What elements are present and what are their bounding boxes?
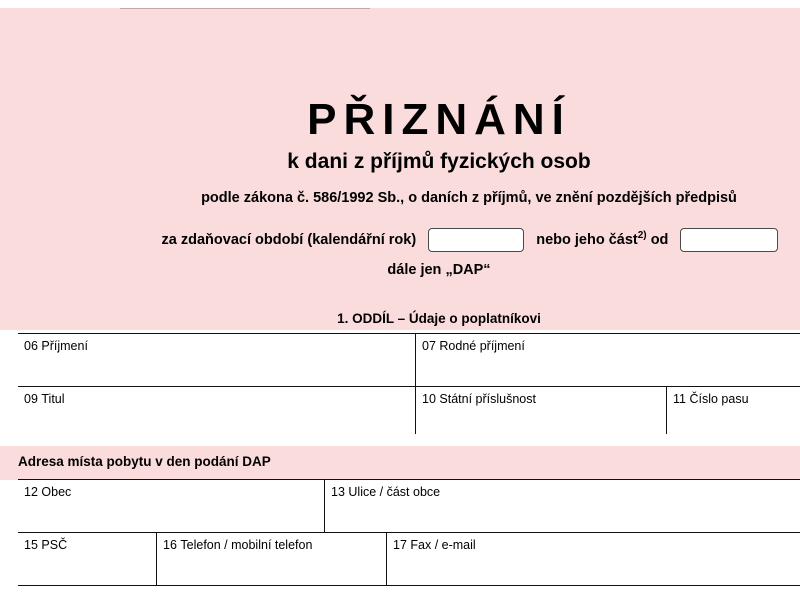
field-07-rodne-prijmeni[interactable]	[416, 334, 800, 386]
field-15-psc[interactable]	[18, 533, 157, 585]
field-09-label: 09 Titul	[24, 392, 65, 406]
period-od-label: od	[650, 231, 669, 248]
period-prefix-label: za zdaňovací období (kalendářní rok)	[161, 231, 417, 248]
field-17-fax-email[interactable]	[387, 533, 800, 585]
taxation-period-row	[0, 228, 800, 252]
field-12-label: 12 Obec	[24, 485, 72, 499]
top-white-strip	[0, 0, 800, 8]
section-gap	[0, 434, 800, 446]
section-1-title: 1. ODDÍL – Údaje o poplatníkovi	[337, 311, 541, 326]
field-15-label: 15 PSČ	[24, 538, 68, 552]
form-grid	[18, 334, 800, 440]
field-11-cislo-pasu[interactable]	[667, 387, 800, 439]
field-11-label: 11 Číslo pasu	[673, 392, 749, 406]
period-year-input[interactable]	[428, 228, 524, 252]
document-alias-line: dále jen „DAP“	[387, 262, 491, 278]
form-row-surname	[18, 333, 800, 387]
address-section-title: Adresa místa pobytu v den podání DAP	[18, 454, 271, 469]
form-row-title-citizenship	[18, 386, 800, 440]
field-13-label: 13 Ulice / část obce	[331, 485, 441, 499]
form-row-city-street	[18, 479, 800, 533]
field-06-label: 06 Příjmení	[24, 339, 88, 353]
period-middle-label: nebo jeho část	[536, 231, 638, 248]
field-07-label: 07 Rodné příjmení	[422, 339, 525, 353]
field-10-label: 10 Státní příslušnost	[422, 392, 536, 406]
document-title: PŘIZNÁNÍ	[307, 95, 571, 144]
document-subtitle: k dani z příjmů fyzických osob	[287, 150, 591, 173]
field-16-telefon[interactable]	[157, 533, 387, 585]
field-16-label: 16 Telefon / mobilní telefon	[163, 538, 313, 552]
field-10-statni-prislusnost[interactable]	[416, 387, 667, 439]
address-form-grid	[18, 480, 800, 586]
field-12-obec[interactable]	[18, 480, 325, 532]
period-from-input[interactable]	[680, 228, 778, 252]
field-13-ulice-cast-obce[interactable]	[325, 480, 800, 532]
top-divider-rule	[120, 8, 370, 9]
period-footnote-marker: 2)	[637, 230, 647, 241]
field-17-label: 17 Fax / e-mail	[393, 538, 476, 552]
field-09-titul[interactable]	[18, 387, 416, 439]
document-law-reference: podle zákona č. 586/1992 Sb., o daních z příjmů, ve znění pozdějších předpisů	[201, 190, 737, 206]
field-06-prijmeni[interactable]	[18, 334, 416, 386]
form-row-zip-phone-fax	[18, 532, 800, 586]
